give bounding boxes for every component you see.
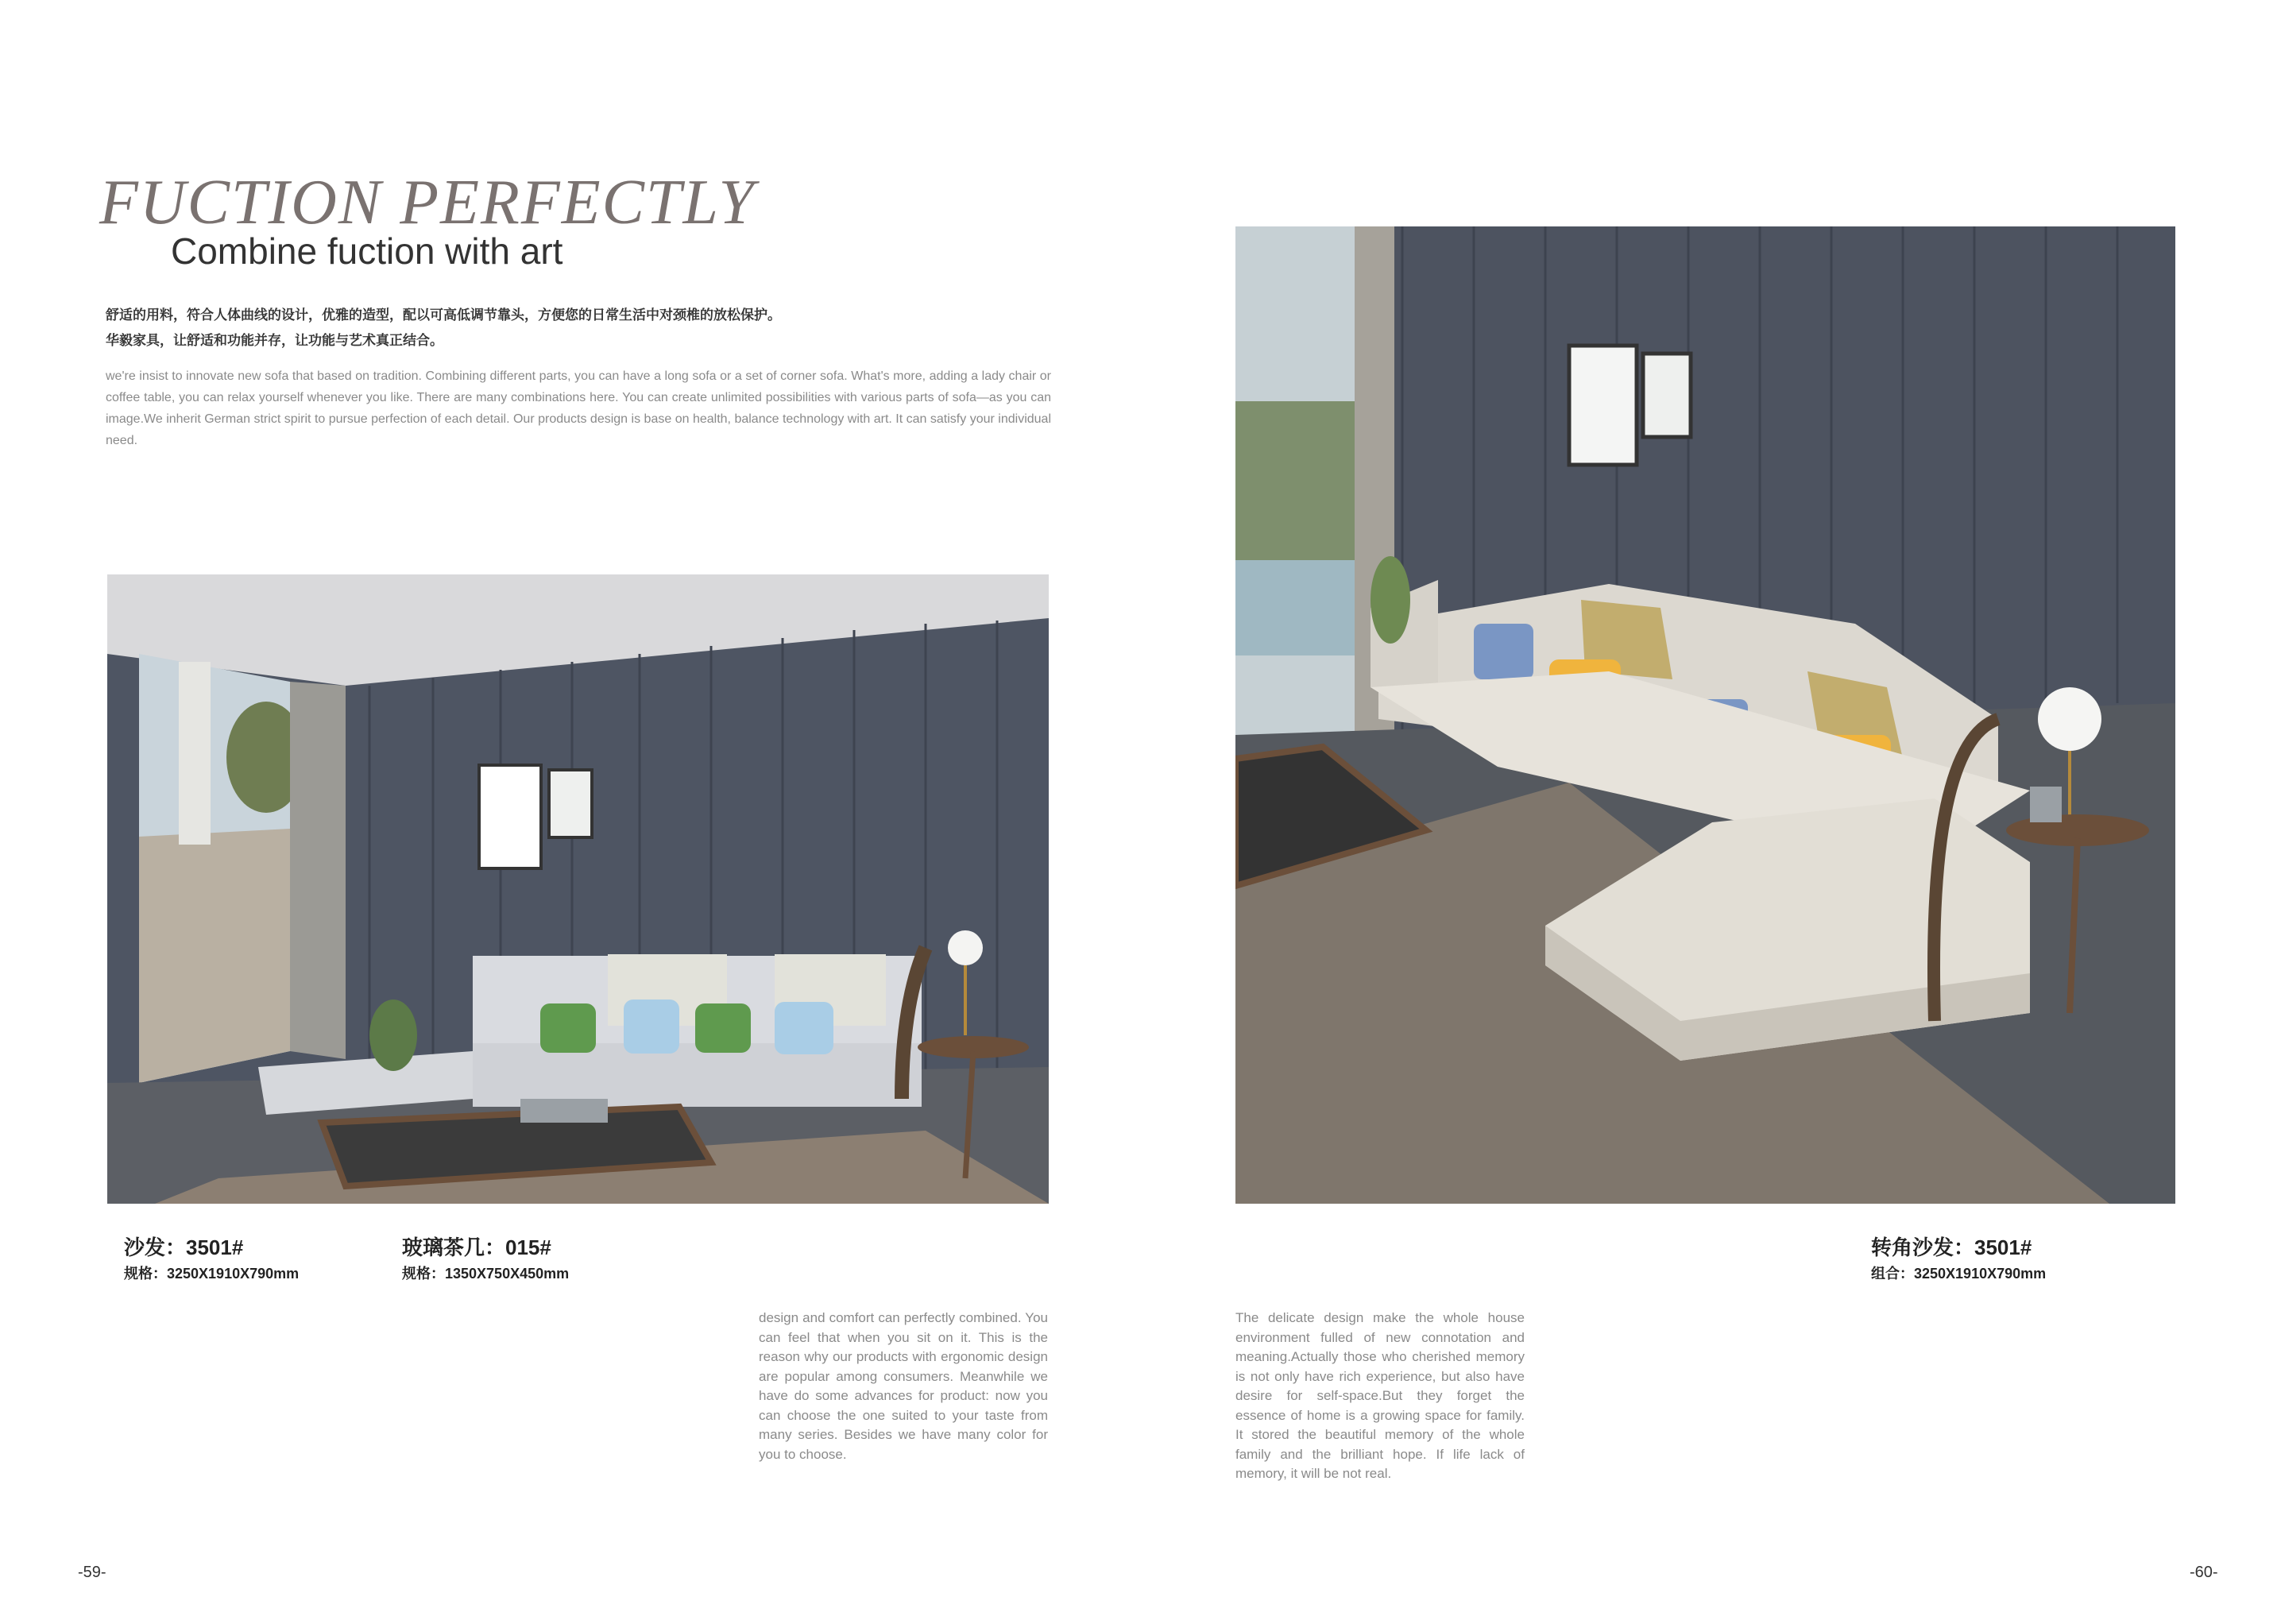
corner-sofa-photo [1235,226,2175,1204]
sofa-photo-illustration [107,574,1049,1204]
corner-sofa-model-caption: 转角沙发：3501# [1871,1235,2032,1259]
body-paragraph-left: design and comfort can perfectly combined. You can feel that when you sit on it. This is the reason why our products with ergonomic design are popular among consumers. Meanwhile we have do some advances for product: now you can choose the one suited to your taste from many series. Besides we have many color for you to choose. [759,1310,1048,1462]
sofa-spec-caption: 规格：3250X1910X790mm [124,1266,300,1282]
coffee-table-spec-caption: 规格：1350X750X450mm [402,1266,570,1282]
intro-cn-line-1: 舒适的用料，符合人体曲线的设计，优雅的造型，配以可高低调节靠头，方便您的日常生活中对颈椎的放松保护。 [106,307,781,323]
intro-paragraph: we're insist to innovate new sofa that based on tradition. Combining different parts, you can have a long sofa or a set of corner sofa. What's more, adding a lady chair or coffee table, you can relax yourself whenever you like. There are many combinations here. You can create unlimited possibilities with various parts of sofa—as you can image.We inherit German strict spirit to pursue perfection of each detail. Our products design is base on health, balance technology with art. It can satisfy your individual need. [106,369,1051,447]
page-number-right: -60- [2190,1564,2218,1581]
page-title: FUCTION PERFECTLY [99,168,756,238]
coffee-table-model-caption: 玻璃茶几：015# [402,1235,551,1259]
corner-sofa-spec-caption: 组合：3250X1910X790mm [1871,1266,2047,1282]
corner-sofa-photo-illustration [1235,226,2175,1204]
page-number-left: -59- [78,1564,106,1581]
sofa-model-caption: 沙发：3501# [124,1235,244,1259]
sofa-photo [107,574,1049,1204]
page-subtitle: Combine fuction with art [171,230,563,272]
body-paragraph-right: The delicate design make the whole house environment fulled of new connotation and meaning.Actually those who cherished memory is not only have rich experience, but also have desire for self-space.But they forget the essence of home is a growing space for family. It stored the beautiful memory of the whole family and the brilliant hope. If life lack of memory, it will be not real. [1235,1310,1525,1481]
intro-cn-line-2: 华毅家具，让舒适和功能并存，让功能与艺术真正结合。 [106,333,443,348]
